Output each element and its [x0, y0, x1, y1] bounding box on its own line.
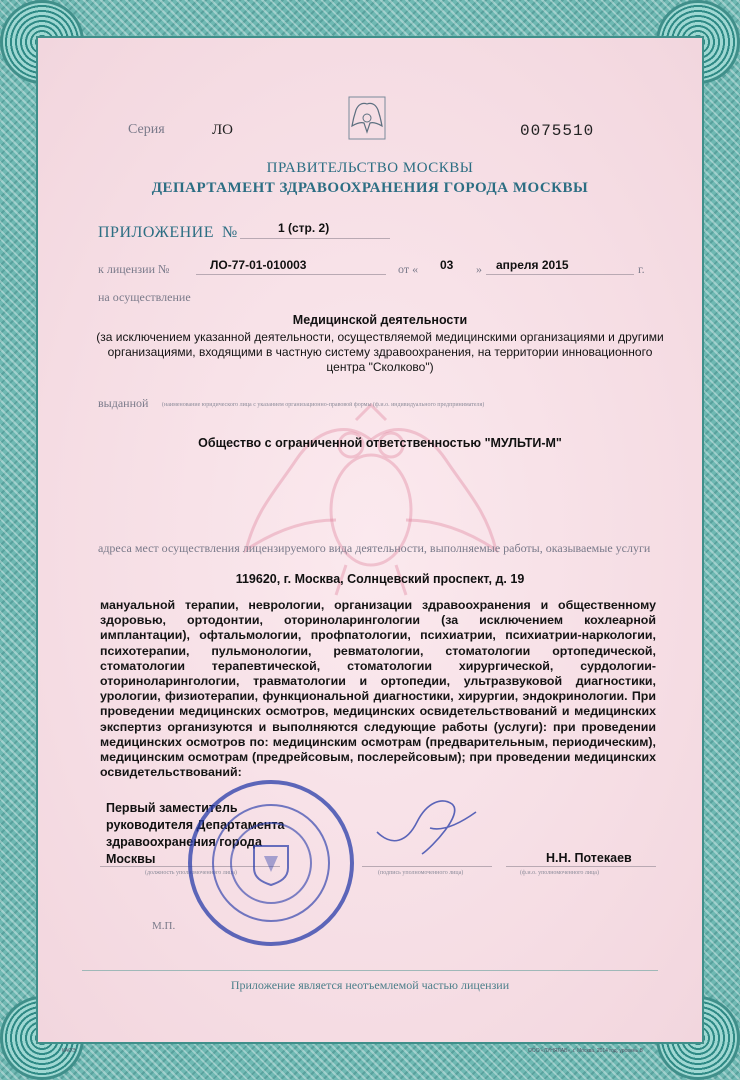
position-line-4: Москвы: [106, 852, 156, 866]
handwritten-signature: [372, 792, 482, 862]
name-hint: (ф.и.о. уполномоченного лица): [520, 870, 599, 876]
coat-of-arms-icon: [348, 96, 386, 140]
date-from-label: от «: [398, 262, 419, 276]
official-seal-stamp: [188, 780, 354, 946]
year-suffix: г.: [638, 262, 645, 276]
series-value: ЛО: [212, 122, 234, 138]
address-value: 119620, г. Москва, Солнцевский проспект, д. 19: [235, 572, 525, 586]
position-hint: (должность уполномоченного лица): [145, 870, 237, 876]
footer-printer-info: ООО «ЛУНЯЛАБ», г. Москва, 2014 год, уровень В: [528, 1048, 643, 1054]
seal-place-label: М.П.: [152, 920, 176, 932]
license-month-year: апреля 2015: [496, 258, 569, 272]
license-form-number: 0075510: [520, 122, 595, 140]
activity-label: на осуществление: [98, 290, 191, 304]
issued-hint: (наименование юридического лица с указанием организационно-правовой формы (ф.и.о. индивидуального предпринимателя): [162, 402, 485, 408]
position-line-3: здравоохранения города: [106, 835, 262, 849]
series-label: Серия: [128, 122, 165, 137]
department-title: ДЕПАРТАМЕНТ ЗДРАВООХРАНЕНИЯ ГОРОДА МОСКВЫ: [151, 180, 589, 196]
position-line-2: руководителя Департамента: [106, 818, 285, 832]
issued-label: выданной: [98, 396, 149, 410]
license-label: к лицензии №: [98, 262, 170, 276]
activity-title: Медицинской деятельности: [292, 313, 468, 327]
seal-emblem-icon: [252, 842, 290, 886]
services-list: мануальной терапии, неврологии, организации здравоохранения и общественному здоровью, ортодонтии, оториноларингологии (за исключением кохлеарной имплантации), офтальмологии, профпатологии, психиатрии, психиатрии-наркологии, психотерапии, пульмонологии, ревматологии, стоматологии ортопедической, стоматологии терапевтической, стоматологии хирургической, сурдологии-оториноларингологии, травматологии и ортопедии, ультразвуковой диагностики, урологии, физиотерапии, функциональной диагностики, хирургии, эндокринологии. При проведении медицинских осмотров, медицинских освидетельствований и медицинских экспертиз организуются и выполняются следующие работы (услуги): при проведении медицинских осмотров по: медицинским осмотрам (предварительным, периодическим), медицинским осмотрам (предрейсовым, послерейсовым); при проведении медицинских освидетельствований:: [100, 598, 656, 780]
date-quote-close: »: [476, 262, 482, 276]
license-number: ЛО-77-01-010003: [210, 258, 307, 272]
address-label: адреса мест осуществления лицензируемого вида деятельности, выполняемые работы, оказываемые услуги: [98, 541, 651, 555]
position-line-1: Первый заместитель: [106, 801, 238, 815]
footer-note: Приложение является неотъемлемой частью лицензии: [230, 978, 510, 992]
appendix-no-sign: №: [222, 224, 238, 241]
signature-hint: (подпись уполномоченного лица): [378, 870, 464, 876]
appendix-number: 1 (стр. 2): [278, 221, 330, 235]
footer-left-code: КАОЭ: [62, 1048, 76, 1054]
organization-name: Общество с ограниченной ответственностью "МУЛЬТИ-М": [198, 436, 562, 450]
activity-description: (за исключением указанной деятельности, осуществляемой медицинскими организациями и другими организациями, входящими в частную систему здравоохранения, на территории инновационного центра "Сколково"): [96, 330, 664, 374]
appendix-label: ПРИЛОЖЕНИЕ: [98, 224, 215, 241]
license-day: 03: [440, 258, 454, 272]
signatory-name: Н.Н. Потекаев: [546, 851, 632, 865]
government-title: ПРАВИТЕЛЬСТВО МОСКВЫ: [266, 160, 474, 176]
